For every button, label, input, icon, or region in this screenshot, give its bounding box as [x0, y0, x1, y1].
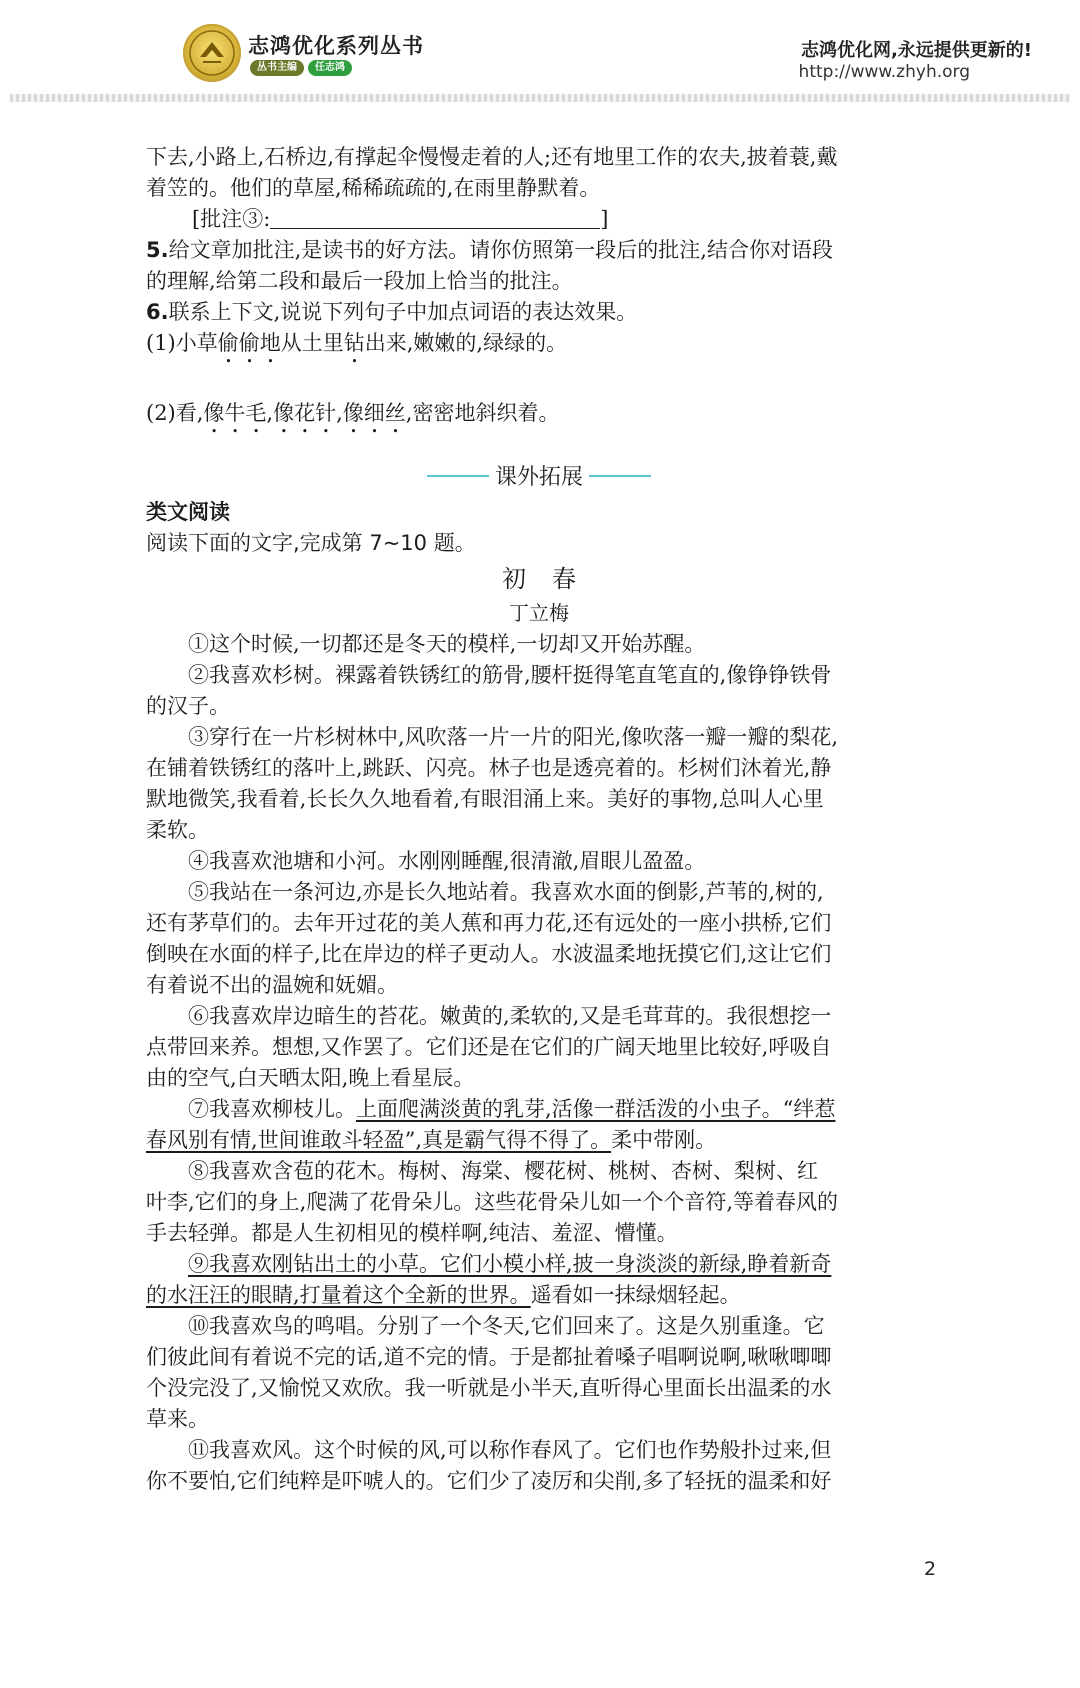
paragraph-11-cont: 你不要怕,它们纯粹是吓唬人的。它们少了凌厉和尖削,多了轻抚的温柔和好 — [146, 1469, 832, 1493]
answer-space — [146, 368, 932, 398]
paragraph-3-cont: 在铺着铁锈红的落叶上,跳跃、闪亮。林子也是透亮着的。杉树们沐着光,静 — [146, 756, 832, 780]
question-6-item-1 — [146, 328, 932, 368]
header-divider — [10, 94, 1070, 102]
article-title: 初春 — [502, 565, 602, 593]
dotted-word: 钻 — [343, 331, 365, 355]
question-6-item-2 — [146, 398, 932, 438]
question-5-cont: 的理解,给第二段和最后一段加上恰当的批注。 — [146, 269, 573, 293]
paragraph-text: 柔中带刚。 — [611, 1128, 717, 1152]
paragraph-10-cont: 草来。 — [146, 1407, 209, 1431]
paragraph-10-cont: 们彼此间有着说不完的话,道不完的情。于是都扯着嗓子唱啊说啊,啾啾唧唧 — [146, 1345, 832, 1369]
paragraph-5: ⑤我站在一条河边,亦是长久地站着。我喜欢水面的倒影,芦苇的,树的, — [188, 880, 824, 904]
underlined-text: 的水汪汪的眼睛,打量着这个全新的世界。 — [146, 1283, 531, 1307]
paragraph-5-cont: 有着说不出的温婉和妩媚。 — [146, 973, 398, 997]
paragraph-6-cont: 由的空气,白天晒太阳,晚上看星辰。 — [146, 1066, 475, 1090]
paragraph-5-cont: 还有茅草们的。去年开过花的美人蕉和再力花,还有远处的一座小拱桥,它们 — [146, 911, 832, 935]
underlined-text: 上面爬满淡黄的乳芽,活像一群活泼的小虫子。“绊惹 — [356, 1097, 836, 1121]
paragraph-text: ⑦我喜欢柳枝儿。 — [188, 1097, 356, 1121]
section-heading-text: 课外拓展 — [494, 465, 583, 490]
underlined-text: ⑨我喜欢刚钻出土的小草。它们小模小样,披一身淡淡的新绿,睁着新奇 — [188, 1252, 832, 1276]
question-6 — [146, 297, 932, 328]
article-author: 丁立梅 — [509, 601, 569, 625]
site-slogan: 志鸿优化网,永远提供更新的! — [800, 40, 1032, 61]
editor-label: 丛书主编 — [250, 60, 304, 76]
instruction: 阅读下面的文字,完成第 7~10 题。 — [146, 531, 476, 555]
question-number: 6. — [146, 300, 169, 324]
series-editor — [250, 60, 352, 76]
question-text: 联系上下文,说说下列句子中加点词语的表达效果。 — [168, 300, 638, 324]
section-heading — [146, 460, 932, 491]
paragraph-8-cont: 叶李,它们的身上,爬满了花骨朵儿。这些花骨朵儿如一个个音符,等着春风的 — [146, 1190, 839, 1214]
editor-name: 任志鸿 — [308, 60, 352, 76]
paragraph-2-cont: 的汉子。 — [146, 694, 230, 718]
paragraph-10-cont: 个没完没了,又愉悦又欢欣。我一听就是小半天,直听得心里面长出温柔的水 — [146, 1376, 832, 1400]
paragraph-1: ①这个时候,一切都还是冬天的模样,一切却又开始苏醒。 — [188, 632, 706, 656]
paragraph-8-cont: 手去轻弹。都是人生初相见的模样啊,纯洁、羞涩、懵懂。 — [146, 1221, 678, 1245]
paragraph-5-cont: 倒映在水面的样子,比在岸边的样子更动人。水波温柔地抚摸它们,这让它们 — [146, 942, 832, 966]
paragraph-8: ⑧我喜欢含苞的花木。梅树、海棠、樱花树、桃树、杏树、梨树、红 — [188, 1159, 818, 1183]
page-header — [0, 0, 1080, 110]
question-text: 给文章加批注,是读书的好方法。请你仿照第一段后的批注,结合你对语段 — [168, 238, 833, 262]
annotation-label: [批注③: — [192, 207, 271, 231]
annotation-bracket: ] — [600, 207, 609, 231]
heading-rule-left — [427, 475, 489, 477]
paragraph-3-cont: 默地微笑,我看着,长长久久地看着,有眼泪涌上来。美好的事物,总叫人心里 — [146, 787, 824, 811]
paragraph-9 — [146, 1249, 932, 1280]
paragraph-11: ⑪我喜欢风。这个时候的风,可以称作春风了。它们也作势般扑过来,但 — [188, 1438, 832, 1462]
question-number: 5. — [146, 238, 169, 262]
book-series-logo-icon — [183, 24, 241, 82]
paragraph-3: ③穿行在一片杉树林中,风吹落一片一片的阳光,像吹落一瓣一瓣的梨花, — [188, 725, 839, 749]
series-title: 志鸿优化系列丛书 — [248, 34, 424, 58]
paragraph-6-cont: 点带回来养。想想,又作罢了。它们还是在它们的广阔天地里比较好,呼吸自 — [146, 1035, 832, 1059]
heading-rule-right — [589, 475, 651, 477]
text-line: 着笠的。他们的草屋,稀稀疏疏的,在雨里静默着。 — [146, 176, 601, 200]
question-5 — [146, 235, 932, 266]
item-text: (2)看, — [146, 401, 204, 425]
paragraph-text: 遥看如一抹绿烟轻起。 — [530, 1283, 741, 1307]
paragraph-10: ⑩我喜欢鸟的鸣唱。分别了一个冬天,它们回来了。这是久别重逢。它 — [188, 1314, 825, 1338]
item-text: ,密密地斜织着。 — [405, 401, 560, 425]
paragraph-6: ⑥我喜欢岸边暗生的苔花。嫩黄的,柔软的,又是毛茸茸的。我很想挖一 — [188, 1004, 832, 1028]
underlined-text: 春风别有情,世间谁敢斗轻盈”,真是霸气得不得了。 — [146, 1128, 612, 1152]
paragraph-7-cont — [146, 1125, 932, 1156]
paragraph-7 — [146, 1094, 932, 1125]
text-line: 下去,小路上,石桥边,有撑起伞慢慢走着的人;还有地里工作的农夫,披着蓑,戴 — [146, 145, 838, 169]
site-url: http://www.zhyh.org — [798, 62, 970, 82]
paragraph-4: ④我喜欢池塘和小河。水刚刚睡醒,很清澈,眉眼儿盈盈。 — [188, 849, 706, 873]
page-number: 2 — [924, 1558, 937, 1580]
paragraph-9-cont — [146, 1280, 932, 1311]
annotation-blank — [146, 204, 932, 235]
dotted-word: 像牛毛,像花针,像细丝 — [203, 401, 406, 425]
subheading: 类文阅读 — [146, 500, 230, 524]
item-text: (1)小草 — [146, 331, 218, 355]
paragraph-3-cont: 柔软。 — [146, 818, 209, 842]
paragraph-2: ②我喜欢杉树。裸露着铁锈红的筋骨,腰杆挺得笔直笔直的,像铮铮铁骨 — [188, 663, 832, 687]
item-text: 从土里 — [280, 331, 344, 355]
item-text: 出来,嫩嫩的,绿绿的。 — [364, 331, 568, 355]
dotted-word: 偷偷地 — [217, 331, 281, 355]
page-content — [146, 142, 932, 1497]
annotation-fill-line — [270, 206, 600, 229]
